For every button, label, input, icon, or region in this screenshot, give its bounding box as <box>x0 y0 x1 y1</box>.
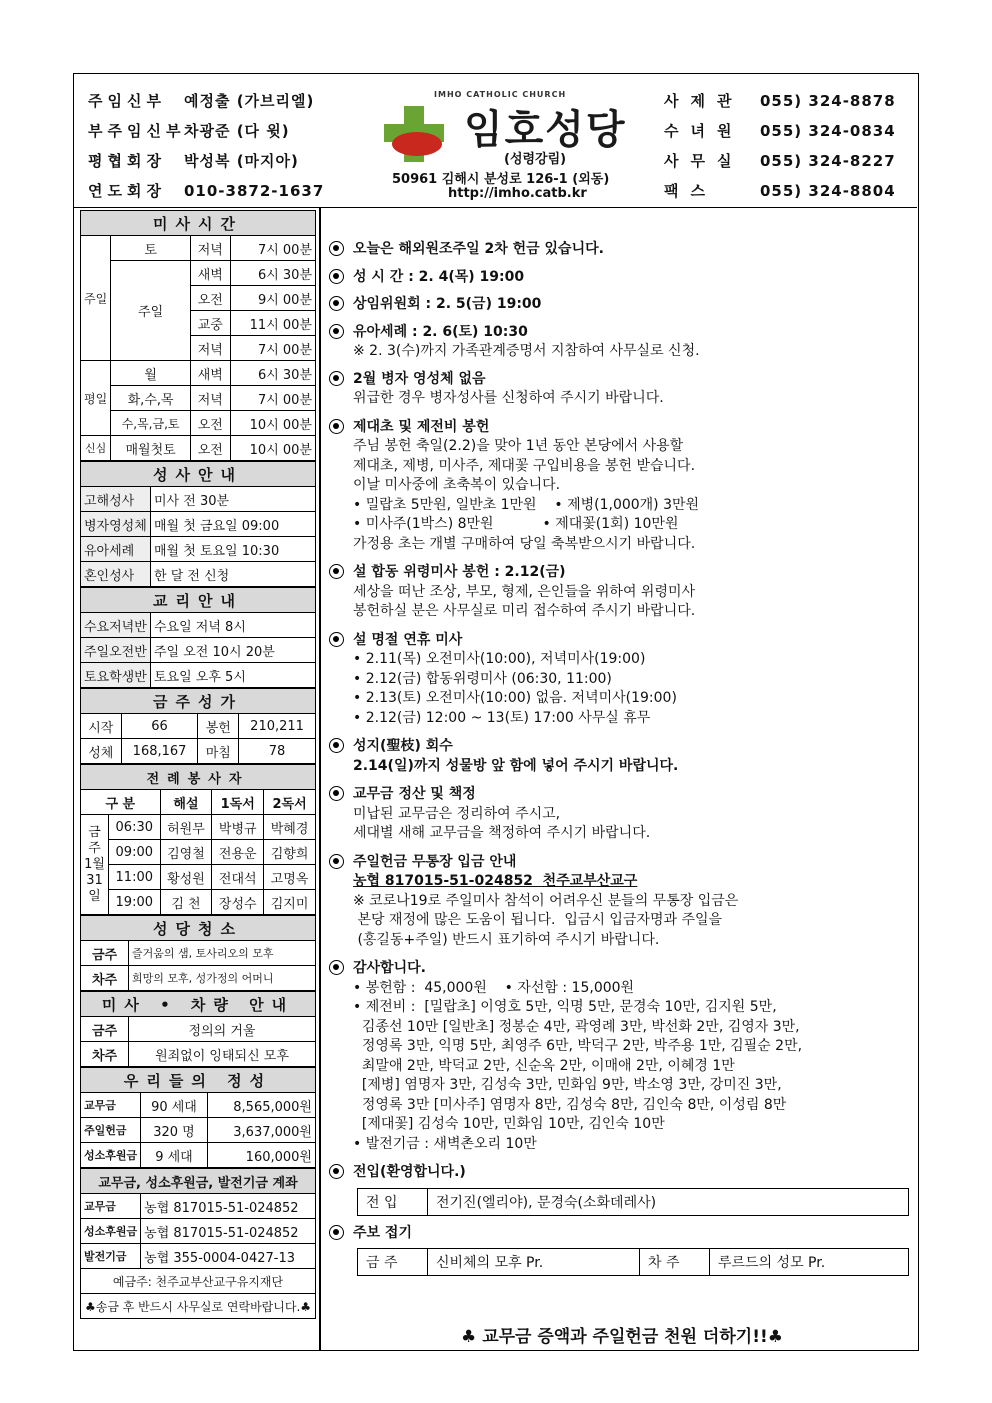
bulletin-box <box>357 1248 909 1276</box>
bullet-icon <box>329 419 344 434</box>
bullet-icon <box>329 296 344 311</box>
doctrine-cell: 수요일 저녁 8시 <box>151 613 316 638</box>
notice-item <box>329 370 915 409</box>
welcome-title: 전입(환영합니다.) <box>353 1164 466 1180</box>
attend-label: 성체 <box>81 739 122 764</box>
mass-slot: 새벽 <box>191 261 231 286</box>
accounts-cell: 교무금 <box>81 1194 141 1219</box>
accounts-cell: 농협 355-0004-0427-13 <box>141 1244 316 1269</box>
notice-line: • 2.12(금) 12:00 ~ 13(토) 17:00 사무실 휴무 <box>353 709 651 726</box>
header-contacts <box>664 86 914 206</box>
header-value: 차광준 (다 윗) <box>184 122 290 140</box>
bulletin-cell: 루르드의 성모 Pr. <box>718 1255 826 1271</box>
mass-slot: 저녁 <box>191 386 231 411</box>
server-cell: 허원무 <box>160 815 212 840</box>
notice-line: 제대초, 제병, 미사주, 제대꽃 구입비용을 봉헌 받습니다. <box>353 457 696 474</box>
bullet-icon <box>329 1164 344 1179</box>
notice-line: ※ 2. 3(수)까지 가족관계증명서 지참하여 사무실로 신청. <box>353 343 700 359</box>
header-row <box>664 176 914 206</box>
header-row <box>88 146 348 176</box>
bullet-icon <box>329 738 344 753</box>
header-row <box>88 116 348 146</box>
notice-line: • 2.13(토) 오전미사(10:00) 없음. 저녁미사(19:00) <box>353 690 677 706</box>
notice-item <box>329 323 915 362</box>
notice-title: 주일헌금 무통장 입금 안내 <box>353 853 517 870</box>
bulletin-title: 주보 접기 <box>353 1224 412 1241</box>
servers-title: 전례봉사자 <box>81 765 316 790</box>
offering-cell: 성소후원금 <box>81 1143 141 1168</box>
flame-icon <box>392 132 442 156</box>
header-row <box>664 86 914 116</box>
attendance-table <box>80 688 316 764</box>
accounts-holder: 예금주: 천주교부산교구유지재단 <box>81 1269 316 1294</box>
notices <box>329 240 915 1284</box>
server-cell: 06:30 <box>109 815 161 840</box>
notice-line: • 2.11(목) 오전미사(10:00), 저녁미사(19:00) <box>353 651 646 667</box>
mass-day: 토 <box>111 236 191 261</box>
header-key: 수녀원 <box>664 122 744 140</box>
accounts-note: ♣송금 후 반드시 사무실로 연락바랍니다.♣ <box>81 1294 316 1319</box>
servers-table <box>80 764 316 915</box>
parking-cell: 차주 <box>81 1042 129 1067</box>
notice-line: • 발전기금 : 새벽촌오리 10만 <box>353 1135 537 1152</box>
bullet-icon <box>329 1225 344 1240</box>
notice-line: 미납된 교무금은 정리하여 주시고, <box>353 805 561 822</box>
notice-line: [제대꽃] 김성숙 10만, 민화임 10만, 김인숙 10만 <box>353 1116 665 1132</box>
offering-table <box>80 1067 316 1168</box>
notice-line: (홍길동+주일) 반드시 표기하여 주시기 바랍니다. <box>353 931 660 948</box>
mass-time: 7시 00분 <box>230 386 315 411</box>
mass-time: 11시 00분 <box>230 311 315 336</box>
server-cell: 09:00 <box>109 840 161 865</box>
bullet-icon <box>329 324 344 339</box>
bullet-icon <box>329 371 344 386</box>
welcome-box <box>357 1188 909 1216</box>
doctrine-cell: 수요저녁반 <box>81 613 151 638</box>
bullet-icon <box>329 786 344 801</box>
accounts-cell: 성소후원금 <box>81 1219 141 1244</box>
sin-label: 신심 <box>81 436 111 461</box>
header-key: 연도회장 <box>88 182 166 200</box>
server-cell: 11:00 <box>109 865 161 890</box>
mass-slot: 저녁 <box>191 336 231 361</box>
notice-line: [제병] 염명자 3만, 김성숙 3만, 민화임 9만, 박소영 3만, 강미진 3만, <box>353 1077 782 1093</box>
header-value: 055) 324-8227 <box>760 152 896 170</box>
notice-item <box>329 240 915 260</box>
server-cell: 장성수 <box>212 890 264 915</box>
header-value: 055) 324-0834 <box>760 122 896 140</box>
offering-cell: 교무금 <box>81 1093 141 1118</box>
notice-line: • 2.12(금) 합동위령미사 (06:30, 11:00) <box>353 670 612 687</box>
header-row <box>88 86 348 116</box>
sacrament-table <box>80 461 316 587</box>
mass-slot: 오전 <box>191 436 231 461</box>
header-staff <box>88 86 348 206</box>
mass-day: 주일 <box>111 261 191 361</box>
church-address: 50961 김해시 분성로 126-1 (외동) <box>392 172 610 187</box>
notice-title: 2월 병자 영성체 없음 <box>353 370 486 387</box>
server-cell: 황성원 <box>160 865 212 890</box>
notice-title: 제대초 및 제전비 봉헌 <box>353 418 490 435</box>
attend-label: 봉헌 <box>198 714 239 739</box>
notice-line: 세대별 새해 교무금을 책정하여 주시기 바랍니다. <box>353 825 651 841</box>
bulletin-page <box>73 73 919 1351</box>
attend-label: 마침 <box>198 739 239 764</box>
servers-head: 1독서 <box>212 790 264 815</box>
notice-line: 본당 재정에 많은 도움이 됩니다. 입금시 입금자명과 주일을 <box>353 912 723 928</box>
church-name: 임호성당 <box>464 107 627 153</box>
church-logo <box>374 84 654 204</box>
notice-line: 농협 817015-51-024852 천주교부산교구 <box>353 873 638 889</box>
accounts-cell: 농협 817015-51-024852 <box>141 1219 316 1244</box>
mass-day: 월 <box>111 361 191 386</box>
notice-title: 설 합동 위령미사 봉헌 : 2.12(금) <box>353 564 566 580</box>
header-key: 주임신부 <box>88 92 166 110</box>
sacraments-cell: 고해성사 <box>81 487 151 512</box>
bullet-icon <box>329 241 344 256</box>
servers-head: 구 분 <box>81 790 161 815</box>
offering-cell: 주일헌금 <box>81 1118 141 1143</box>
offering-cell: 90 세대 <box>141 1093 208 1118</box>
servers-head: 2독서 <box>264 790 316 815</box>
mass-time: 10시 00분 <box>230 436 315 461</box>
attend-value: 78 <box>239 739 316 764</box>
header-value: 055) 324-8878 <box>760 92 896 110</box>
mass-slot: 새벽 <box>191 361 231 386</box>
offering-title: 우리들의 정성 <box>81 1068 316 1093</box>
mass-day: 화,수,목 <box>111 386 191 411</box>
doctrine-table <box>80 587 316 688</box>
church-url[interactable]: http://imho.catb.kr <box>448 186 587 201</box>
bullet-icon <box>329 269 344 284</box>
parking-table <box>80 991 316 1067</box>
header-value: 055) 324-8804 <box>760 182 896 200</box>
mass-table <box>80 210 316 461</box>
notice-line: 2.14(일)까지 성물방 앞 함에 넣어 주시기 바랍니다. <box>353 757 679 774</box>
header-value: 예정출 (가브리엘) <box>184 92 315 110</box>
bullet-icon <box>329 564 344 579</box>
header-key: 사무실 <box>664 152 744 170</box>
server-cell: 전용운 <box>212 840 264 865</box>
mass-time: 7시 00분 <box>230 236 315 261</box>
church-subtitle: (성령강림) <box>504 152 567 167</box>
notice-item <box>329 268 915 288</box>
bulletin-cell: 금 주 <box>358 1249 428 1275</box>
notice-line: • 봉헌함 : 45,000원 • 자선함 : 15,000원 <box>353 979 635 996</box>
header-key: 부주임신부 <box>88 122 186 140</box>
header-row <box>88 176 348 206</box>
server-cell: 김향희 <box>264 840 316 865</box>
cleaning-title: 성당청소 <box>81 916 316 941</box>
notice-line: • 밀랍초 5만원, 일반초 1만원 • 제병(1,000개) 3만원 <box>353 496 700 513</box>
mass-slot: 교중 <box>191 311 231 336</box>
attendance-title: 금주성가 <box>81 689 316 714</box>
attend-label: 시작 <box>81 714 122 739</box>
notice-line: 김종선 10만 [일반초] 정봉순 4만, 곽영례 3만, 박선화 2만, 김영자 3만, <box>353 1018 800 1035</box>
mass-slot: 저녁 <box>191 236 231 261</box>
notice-item <box>329 737 915 776</box>
notice-line: 봉헌하실 분은 사무실로 미리 접수하여 주시기 바랍니다. <box>353 603 696 619</box>
offering-cell: 3,637,000원 <box>207 1118 315 1143</box>
parking-cell: 정의의 거울 <box>129 1017 316 1042</box>
notice-title: 교무금 정산 및 책정 <box>353 786 476 802</box>
notice-line: 세상을 떠난 조상, 부모, 형제, 은인들을 위하여 위령미사 <box>353 583 696 600</box>
header <box>74 74 917 208</box>
notice-line: 최말애 2만, 박덕교 2만, 신순옥 2만, 이매애 2만, 이혜경 1만 <box>353 1057 735 1074</box>
offering-cell: 160,000원 <box>207 1143 315 1168</box>
accounts-cell: 농협 817015-51-024852 <box>141 1194 316 1219</box>
sacraments-cell: 병자영성체 <box>81 512 151 537</box>
header-key: 평협회장 <box>88 152 166 170</box>
notice-line: 정영록 3만 [미사주] 염명자 8만, 김성숙 8만, 김인숙 8만, 이성림 8만 <box>353 1096 787 1113</box>
header-row <box>664 146 914 176</box>
doctrine-cell: 토요일 오후 5시 <box>151 663 316 688</box>
notice-line: 이날 미사중에 초축복이 있습니다. <box>353 477 561 493</box>
notice-title: 오늘은 해외원조주일 2차 헌금 있습니다. <box>353 241 604 257</box>
server-cell: 김영철 <box>160 840 212 865</box>
offering-cell: 320 명 <box>141 1118 208 1143</box>
notice-item <box>329 418 915 555</box>
sacraments-cell: 매월 첫 토요일 10:30 <box>151 537 316 562</box>
footer-slogan: ♣ 교무금 증액과 주일헌금 천원 더하기!!♣ <box>461 1327 783 1347</box>
server-cell: 김지미 <box>264 890 316 915</box>
server-cell: 고명옥 <box>264 865 316 890</box>
notice-item <box>329 563 915 622</box>
welcome-cell: 전기진(엘리야), 문경숙(소화데레사) <box>436 1194 657 1211</box>
doctrine-cell: 주일오전반 <box>81 638 151 663</box>
welcome-item <box>329 1163 915 1183</box>
doctrine-cell: 토요학생반 <box>81 663 151 688</box>
mass-slot: 오전 <box>191 411 231 436</box>
notice-line: • 제전비 : [밀랍초] 이영호 5만, 익명 5만, 문경숙 10만, 김지원 5만, <box>353 999 777 1015</box>
notice-line: 가정용 초는 개별 구매하여 당일 축복받으시기 바랍니다. <box>353 535 696 552</box>
header-key: 팩스 <box>664 182 717 200</box>
mass-time: 6시 30분 <box>230 261 315 286</box>
bullet-icon <box>329 632 344 647</box>
week-label: 평일 <box>81 361 111 436</box>
notice-title: 상임위원회 : 2. 5(금) 19:00 <box>353 296 542 312</box>
mass-time: 6시 30분 <box>230 361 315 386</box>
notice-line: 위급한 경우 병자성사를 신청하여 주시기 바랍니다. <box>353 390 664 406</box>
sun-label: 주일 <box>81 236 111 361</box>
servers-week: 금주 1월 31일 <box>81 815 109 915</box>
mass-slot: 오전 <box>191 286 231 311</box>
server-cell: 박혜경 <box>264 815 316 840</box>
servers-head: 해설 <box>160 790 212 815</box>
mass-day: 매월첫토 <box>111 436 191 461</box>
notice-title: 성 시 간 : 2. 4(목) 19:00 <box>353 268 525 285</box>
mass-time: 7시 00분 <box>230 336 315 361</box>
bullet-icon <box>329 854 344 869</box>
parking-cell: 원죄없이 잉태되신 모후 <box>129 1042 316 1067</box>
sacraments-cell: 한 달 전 신청 <box>151 562 316 587</box>
cleaning-cell: 즐거움의 샘, 토사리오의 모후 <box>129 941 316 966</box>
parking-cell: 금주 <box>81 1017 129 1042</box>
server-cell: 김 천 <box>160 890 212 915</box>
accounts-title: 교무금, 성소후원금, 발전기금 계좌 <box>81 1169 316 1194</box>
notice-title: 감사합니다. <box>353 960 426 976</box>
attend-value: 66 <box>121 714 198 739</box>
sidebar <box>80 210 316 1319</box>
notice-item <box>329 631 915 729</box>
notice-item <box>329 295 915 315</box>
doctrine-cell: 주일 오전 10시 20분 <box>151 638 316 663</box>
notice-line: ※ 코로나19로 주일미사 참석이 어려우신 분들의 무통장 입금은 <box>353 892 739 909</box>
header-value: 박성복 (마지아) <box>184 152 299 170</box>
welcome-cell: 전 입 <box>358 1189 428 1215</box>
mass-title: 미사시간 <box>81 211 316 236</box>
mass-day: 수,목,금,토 <box>111 411 191 436</box>
notice-line: 주님 봉헌 축일(2.2)을 맞아 1년 동안 본당에서 사용할 <box>353 438 684 454</box>
sacrament-title: 성사안내 <box>81 462 316 487</box>
server-cell: 박병규 <box>212 815 264 840</box>
accounts-cell: 발전기금 <box>81 1244 141 1269</box>
server-cell: 전대석 <box>212 865 264 890</box>
bullet-icon <box>329 960 344 975</box>
mass-time: 10시 00분 <box>230 411 315 436</box>
attend-value: 168,167 <box>121 739 198 764</box>
doctrine-title: 교리안내 <box>81 588 316 613</box>
server-cell: 19:00 <box>109 890 161 915</box>
offering-cell: 8,565,000원 <box>207 1093 315 1118</box>
cleaning-cell: 금주 <box>81 941 129 966</box>
notice-line: 정영록 3만, 익명 5만, 최영주 6만, 박덕구 2만, 박주용 1만, 김필순 2만, <box>353 1038 803 1054</box>
attend-value: 210,211 <box>239 714 316 739</box>
cleaning-cell: 차주 <box>81 966 129 991</box>
header-value: 010-3872-1637 <box>184 182 325 200</box>
sacraments-cell: 혼인성사 <box>81 562 151 587</box>
notice-item <box>329 959 915 1154</box>
notice-title: 유아세례 : 2. 6(토) 10:30 <box>353 323 528 340</box>
header-row <box>664 116 914 146</box>
bulletin-item <box>329 1224 915 1244</box>
notice-line: • 미사주(1박스) 8만원 • 제대꽃(1회) 10만원 <box>353 516 679 532</box>
bulletin-cell: 신비체의 모후 Pr. <box>428 1249 640 1275</box>
notice-item <box>329 785 915 844</box>
sacraments-cell: 매월 첫 금요일 09:00 <box>151 512 316 537</box>
sacraments-cell: 유아세례 <box>81 537 151 562</box>
mass-time: 9시 00분 <box>230 286 315 311</box>
notice-item <box>329 853 915 951</box>
cleaning-cell: 희망의 모후, 성가정의 어머니 <box>129 966 316 991</box>
header-key: 사제관 <box>664 92 744 110</box>
cleaning-table <box>80 915 316 991</box>
accounts-table <box>80 1168 316 1319</box>
offering-cell: 9 세대 <box>141 1143 208 1168</box>
notice-title: 성지(聖枝) 회수 <box>353 738 453 754</box>
bulletin-cell: 차 주 <box>640 1249 710 1275</box>
logo-arc-text: IMHO CATHOLIC CHURCH <box>434 90 567 99</box>
notice-title: 설 명절 연휴 미사 <box>353 631 463 648</box>
sacraments-cell: 미사 전 30분 <box>151 487 316 512</box>
parking-title: 미사 • 차량 안내 <box>81 992 316 1017</box>
